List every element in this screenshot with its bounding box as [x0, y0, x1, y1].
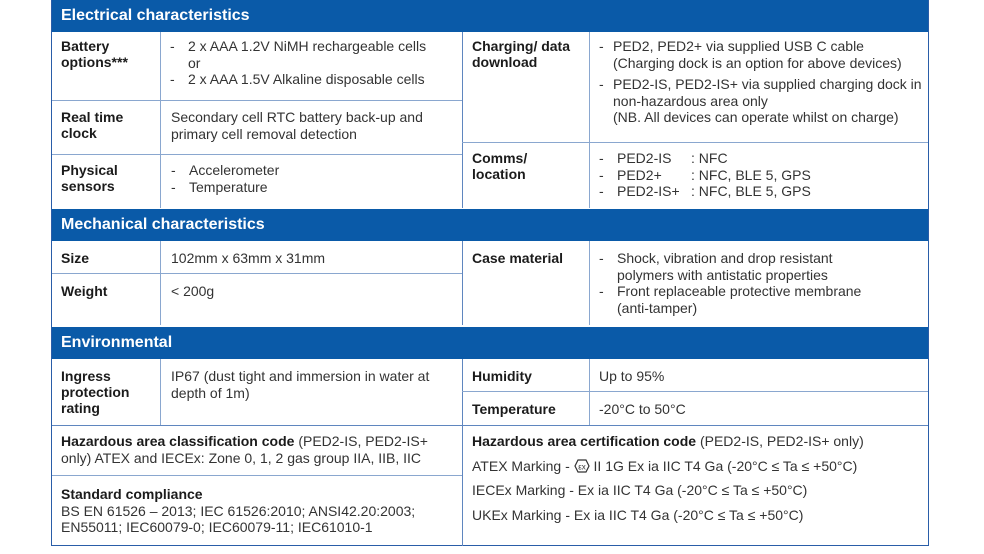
standards-label: Standard compliance: [61, 486, 203, 502]
list-item: - 2 x AAA 1.2V NiMH rechargeable cells: [170, 38, 427, 54]
comms-list: [590, 146, 926, 200]
list-item: - 2 x AAA 1.5V Alkaline disposable cells: [170, 71, 425, 87]
ex-hexagon-icon: [574, 459, 590, 473]
hazard-certification: [463, 429, 928, 523]
charging-note: (NB. All devices can operate whilst on charge): [613, 109, 899, 125]
table-row: - PED2-IS : NFC: [599, 150, 728, 166]
electrical-header: [52, 0, 928, 32]
temperature-value: -20°C to 50°C: [599, 401, 686, 417]
charging-label: Charging/ data download: [472, 38, 571, 70]
divider: [462, 142, 928, 143]
spec-sheet: [51, 0, 929, 546]
sensors-list: [162, 158, 452, 195]
temperature-label: Temperature: [472, 401, 556, 417]
charging-list: [590, 34, 926, 126]
hazard-class-text: (PED2-IS, PED2-IS+ only) ATEX and IECEx: Zone 0, 1, 2 gas group IIA, IIB, IIC: [61, 433, 428, 466]
divider: [462, 391, 928, 392]
svg-text:εx: εx: [577, 462, 586, 471]
ukex-marking: UKEx Marking - Ex ia IIC T4 Ga (-20°C ≤ Ta ≤ +50°C): [472, 506, 804, 523]
divider: [52, 100, 462, 101]
size-label: Size: [61, 250, 90, 266]
list-item: - PED2, PED2+ via supplied USB C cable: [599, 38, 864, 54]
environmental-title: Environmental: [61, 334, 173, 351]
divider: [52, 154, 462, 155]
humidity-value: Up to 95%: [599, 368, 665, 384]
comms-label: Comms/ location: [472, 150, 528, 182]
standard-compliance: [52, 482, 457, 536]
case-list: [590, 246, 890, 316]
sensors-label: Physical sensors: [61, 162, 118, 194]
list-item: - PED2-IS, PED2-IS+ via supplied charging dock in non-hazardous area only: [599, 76, 922, 109]
size-value: 102mm x 63mm x 31mm: [171, 250, 326, 266]
atex-prefix: ATEX Marking -: [472, 457, 574, 474]
ingress-label: Ingress protection rating: [61, 368, 130, 416]
standards-text: BS EN 61526 – 2013; IEC 61526:2010; ANSI42.20:2003; EN55011; IEC60079-0; IEC60079-11; IEC61010-1: [61, 502, 416, 535]
list-item: - Accelerometer: [171, 162, 280, 178]
hazard-class-label: Hazardous area classification code: [61, 433, 295, 449]
weight-label: Weight: [61, 283, 108, 299]
divider: [52, 273, 462, 274]
list-item: - Shock, vibration and drop resistant polymers with antistatic properties: [599, 250, 833, 283]
list-item: - Front replaceable protective membrane (anti-tamper): [599, 283, 862, 316]
ingress-value: IP67 (dust tight and immersion in water at depth of 1m): [171, 368, 430, 401]
case-label: Case material: [472, 250, 564, 266]
electrical-title: Electrical characteristics: [61, 7, 250, 24]
list-item: or: [188, 54, 201, 71]
battery-options: [162, 34, 460, 88]
mechanical-title: Mechanical characteristics: [61, 216, 265, 233]
divider: [160, 359, 161, 425]
divider: [52, 475, 462, 476]
mechanical-header: [52, 209, 928, 241]
hazard-cert-label: Hazardous area certification code: [472, 433, 697, 449]
environmental-header: [52, 327, 928, 359]
table-row: - PED2+ : NFC, BLE 5, GPS: [599, 166, 811, 183]
atex-marking: [472, 458, 928, 475]
divider: [160, 241, 161, 325]
rtc-label: Real time clock: [61, 109, 124, 141]
comms-table: [599, 150, 811, 200]
weight-value: < 200g: [171, 283, 215, 299]
hazard-classification: [52, 429, 457, 466]
iecex-marking: IECEx Marking - Ex ia IIC T4 Ga (-20°C ≤ Ta ≤ +50°C): [472, 482, 808, 498]
rtc-value: Secondary cell RTC battery back-up and primary cell removal detection: [171, 109, 423, 142]
atex-value: II 1G Ex ia IIC T4 Ga (-20°C ≤ Ta ≤ +50°C): [593, 457, 858, 474]
humidity-label: Humidity: [472, 368, 532, 384]
charging-note: (Charging dock is an option for above devices): [613, 54, 902, 71]
hazard-cert-suffix: (PED2-IS, PED2-IS+ only): [696, 433, 864, 449]
divider: [52, 425, 928, 426]
list-item: - Temperature: [171, 178, 268, 195]
table-row: - PED2-IS+ : NFC, BLE 5, GPS: [599, 183, 811, 199]
divider: [160, 32, 161, 208]
battery-label: Battery options***: [61, 38, 128, 70]
